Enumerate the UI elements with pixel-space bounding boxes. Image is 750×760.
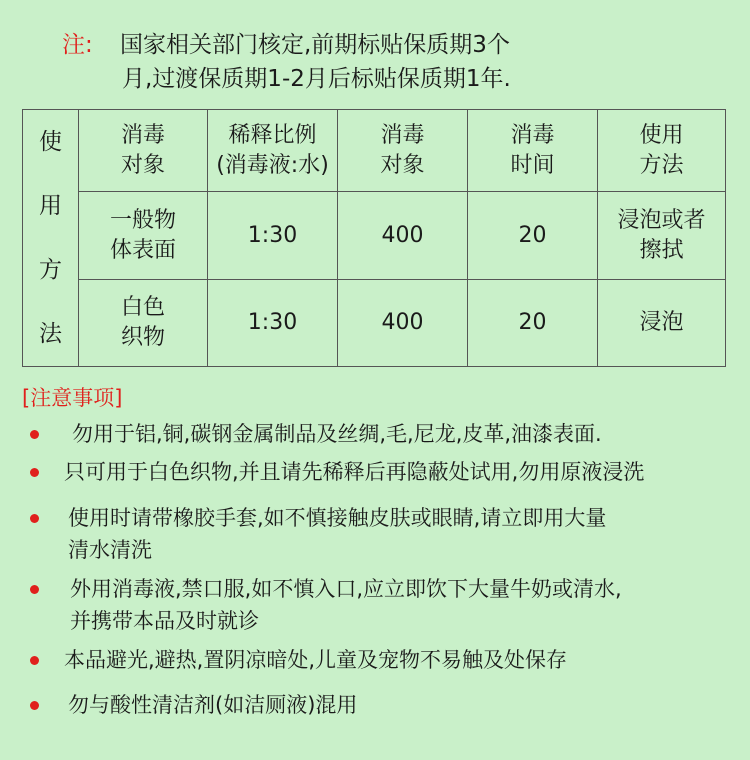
header-line: 对象 [120,152,165,178]
side-char: 方 [39,257,62,283]
list-item [22,456,742,488]
header-time [468,110,598,192]
caution-text: 本品避光,避热,置阴凉暗处,儿童及宠物不易触及处保存 [64,648,568,672]
list-item [22,573,742,637]
cell-line: 白色 [120,295,165,321]
caution-text: 只可用于白色织物,并且请先稀释后再隐蔽处试用,勿用原液浸洗 [64,460,645,484]
shelf-life-note [62,28,682,96]
list-item [22,502,742,566]
list-item [22,418,742,450]
bullet-dot-icon [30,701,39,710]
header-line: 消毒 [510,122,555,148]
caution-text-cont: 清水清洗 [68,538,152,562]
header-line: 消毒 [380,122,425,148]
cell-ratio: 1:30 [208,192,338,280]
bullet-dot-icon [30,585,39,594]
note-line-2: 月,过渡保质期1-2月后标贴保质期1年. [122,66,511,92]
bullet-dot-icon [30,656,39,665]
cell-line: 擦拭 [639,237,684,263]
cell-line: 一般物 [109,207,176,233]
caution-text-cont: 并携带本品及时就诊 [70,609,259,633]
header-amount [338,110,468,192]
cell-time: 20 [468,192,598,280]
cell-line: 浸泡或者 [617,207,706,233]
caution-text: 勿用于铝,铜,碳钢金属制品及丝绸,毛,尼龙,皮革,油漆表面. [72,422,602,446]
header-object [79,110,208,192]
usage-table [22,109,726,367]
cell-method [598,192,726,280]
cell-ratio: 1:30 [208,280,338,367]
cell-method: 浸泡 [598,280,726,367]
header-ratio [208,110,338,192]
caution-text: 使用时请带橡胶手套,如不慎接触皮肤或眼睛,请立即用大量 [68,506,607,530]
cell-line: 织物 [120,325,165,351]
cell-time: 20 [468,280,598,367]
caution-text: 勿与酸性清洁剂(如洁厕液)混用 [68,693,358,717]
cell-object [79,280,208,367]
header-line: 方法 [639,152,684,178]
note-text-1: 国家相关部门核定,前期标贴保质期3个 [120,32,510,58]
cell-amount: 400 [338,280,468,367]
bullet-dot-icon [30,430,39,439]
usage-side-label [23,110,79,367]
cell-object [79,192,208,280]
table-header-row [23,110,726,192]
cautions-title: [注意事项] [22,386,123,410]
cell-amount: 400 [338,192,468,280]
bullet-dot-icon [30,468,39,477]
note-label: 注: [62,32,93,58]
header-line: 使用 [639,122,684,148]
note-line-1 [62,28,682,62]
header-line: 稀释比例 [228,122,317,148]
header-line: 对象 [380,152,425,178]
side-char: 使 [39,129,62,155]
caution-text: 外用消毒液,禁口服,如不慎入口,应立即饮下大量牛奶或清水, [70,577,622,601]
side-char: 用 [39,193,62,219]
header-method [598,110,726,192]
table-row [23,192,726,280]
list-item [22,644,742,676]
header-line: (消毒液:水) [216,152,329,178]
side-char: 法 [39,321,62,347]
list-item [22,689,742,721]
table-row [23,280,726,367]
header-line: 时间 [510,152,555,178]
header-line: 消毒 [120,122,165,148]
bullet-dot-icon [30,514,39,523]
cell-line: 体表面 [109,237,176,263]
